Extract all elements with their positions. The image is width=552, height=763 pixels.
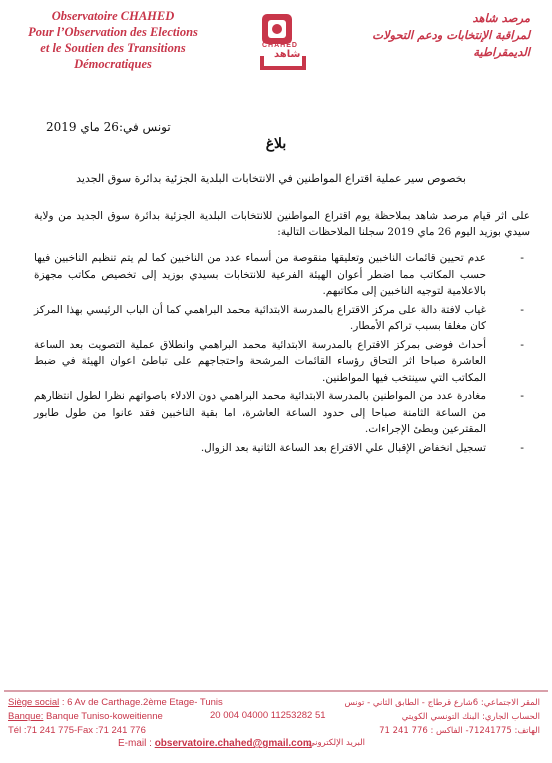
logo-arabic-text: شاهد: [274, 49, 301, 60]
footer-account-number: 20 004 04000 11253282 51: [210, 710, 326, 721]
footer-arabic-line: المقر الاجتماعي: 6شارع قرطاج - الطابق الثاني - تونس: [344, 698, 540, 708]
list-item-text: أحداث فوضى بمركز الاقتراع بالمدرسة الابتدائية محمد البراهمي وانطلاق عملية التصويت بعد الساعة العاشرة صباحا اثر التحاق رؤساء القائمات المرشحة واحتجاجهم على تباطئ اعوان الهيئة في ضبط المكاتب التي سينتخب فيها المواطنين.: [34, 338, 486, 384]
bullet-dash-icon: -: [520, 389, 524, 402]
bullet-dash-icon: -: [520, 440, 524, 454]
list-item: [34, 250, 530, 300]
header-french-block: [8, 8, 218, 72]
header-french-line: Observatoire CHAHED: [51, 9, 175, 23]
footer-divider: [4, 690, 548, 692]
document-subject: بخصوص سير عملية اقتراع المواطنين في الانتخابات البلدية الجزئية بدائرة سوق الجديد: [76, 172, 466, 185]
observations-list: [34, 250, 530, 458]
header-french-line: Démocratiques: [74, 57, 152, 71]
logo-latin-text: CHAHED: [262, 42, 298, 49]
list-item-text: عدم تحيين قائمات الناخبين وتعليقها منقوصة من أسماء عدد من الناخبين كما لم يتم تنظيم الناخبين فيها حسب المكاتب مما اضطر أعوان الهيئة الفرعية للانتخابات بسيدي بوزيد إلى تخصيص مكاتب مجهزة بالاعلامية لتوجيه الناخبين إلى مكاتبهم.: [34, 252, 486, 297]
footer-phone: Tél :71 241 775-Fax :71 241 776: [8, 725, 146, 736]
footer-email-link[interactable]: observatoire.chahed@gmail.com: [154, 738, 312, 749]
bullet-dash-icon: -: [520, 251, 524, 264]
list-item: [34, 388, 530, 438]
header-arabic-line: مرصد شاهد: [472, 11, 530, 25]
footer-arabic-line: الحساب الجاري: البنك التونسي الكويتي: [401, 712, 540, 722]
document-title: بلاغ: [265, 136, 287, 152]
list-item-text: تسجيل انخفاض الإقبال علي الاقتراع بعد الساعة الثانية بعد الزوال.: [200, 441, 486, 454]
list-item: [34, 302, 530, 335]
header-arabic-block: [330, 10, 530, 61]
list-item: [34, 337, 530, 387]
list-item: [34, 440, 530, 457]
footer-arabic-line: الهاتف: 71241775- الفاكس : 776 241 71: [379, 726, 540, 736]
footer-bank-value: Banque Tuniso-koweitienne: [43, 711, 163, 722]
document-date: تونس في:26 ماي 2019: [46, 120, 171, 134]
document-intro: على اثر قيام مرصد شاهد بملاحظة يوم اقتراع المواطنين للانتخابات البلدية الجزئية بدائرة سوق الجديد من ولاية سيدي بوزيد اليوم 26 ماي 2019 سجلنا الملاحظات التالية:: [34, 210, 530, 238]
footer-address: [8, 696, 368, 710]
bullet-dash-icon: -: [520, 337, 524, 351]
header-french-line: Pour l’Observation des Elections: [28, 25, 198, 39]
footer-email-arabic-label: البريد الإلكتروني: [308, 738, 366, 748]
footer-email: [118, 738, 312, 749]
list-item-text: غياب لافتة دالة على مركز الاقتراع بالمدرسة الابتدائية محمد البراهمي كما أن الباب الرئيسي بهذا المركز كان مغلقا بسبب تراكم الأمطار.: [34, 303, 486, 332]
footer-arabic-info: [340, 696, 540, 738]
header-arabic-line: الديمقراطية: [473, 45, 530, 59]
bullet-dash-icon: -: [520, 302, 524, 316]
footer-bank-label: Banque:: [8, 711, 44, 722]
footer-siege-label: Siège social: [8, 697, 60, 708]
footer-siege-value: : 6 Av de Carthage.2ème Etage- Tunis: [59, 697, 223, 708]
footer-email-label: E-mail :: [118, 738, 152, 749]
header-french-line: et le Soutien des Transitions: [40, 41, 186, 55]
list-item-text: مغادرة عدد من المواطنين بالمدرسة الابتدائية محمد البراهمي دون الادلاء باصواتهم نظرا لطول انتظارهم من الساعة الثامنة صباحا إلى حدود الساعة العاشرة، اما بقية الناخبين فقد عانوا من طول طابور المقترعين وبطئ الإجراءات.: [34, 390, 486, 435]
header-arabic-line: لمراقبة الإنتخابات ودعم التحولات: [372, 28, 530, 42]
